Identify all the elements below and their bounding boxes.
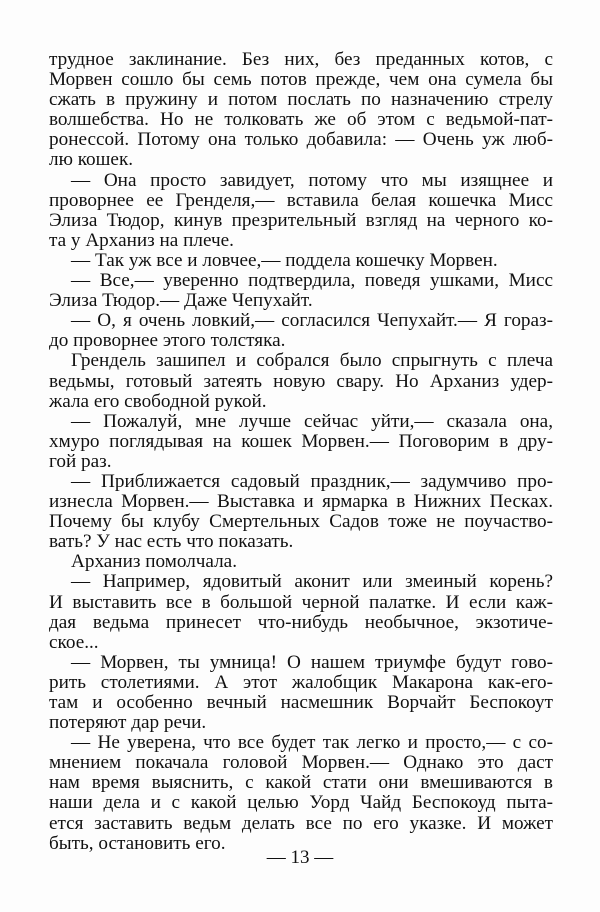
text-line: наши дела и с какой целью Уорд Чайд Беспокоуд пыта- (49, 793, 553, 814)
paragraph (49, 50, 553, 171)
text-line: сжать в пружину и потом послать по назначению стрелу (49, 90, 553, 111)
paragraph (49, 472, 553, 552)
text-line: нам время выяснить, с какой стати они вмешиваются в (49, 773, 553, 794)
text-line: дая ведьма принесет что-нибудь необычное, экзотиче- (49, 612, 553, 633)
text-line: лю кошек. (49, 149, 134, 171)
paragraph (49, 552, 553, 572)
text-line: быть, остановить его. (49, 832, 226, 854)
text-line: Почему бы клубу Смертельных Садов тоже не поучаство- (49, 512, 553, 533)
text-line: ется заставить ведьм делать все по его указке. И может (49, 813, 553, 834)
text-line: проворнее ее Гренделя,— вставила белая кошечка Мисс (49, 190, 553, 211)
body-text (49, 50, 553, 854)
text-line: жала его свободной рукой. (49, 390, 267, 412)
text-line: — Все,— уверенно подтвердила, поведя ушками, Мисс (71, 271, 553, 292)
paragraph (49, 572, 553, 652)
text-line: мнением покачала головой Морвен.— Однако это даст (49, 753, 553, 774)
text-line: та у Арханиз на плече. (49, 229, 234, 251)
paragraph (49, 653, 553, 733)
text-line: — Морвен, ты умница! О нашем триумфе будут гово- (71, 652, 553, 673)
text-line: трудное заклинание. Без них, без преданных котов, с (49, 50, 553, 70)
paragraph (49, 311, 553, 351)
paragraph (49, 171, 553, 251)
text-line: гой раз. (49, 450, 112, 472)
paragraph (49, 271, 553, 311)
text-line: — О, я очень ловкий,— согласился Чепухайт.— Я гораз- (71, 311, 553, 332)
paragraph (49, 351, 553, 411)
text-line: потеряют дар речи. (49, 712, 207, 734)
text-line: И выставить все в большой черной палатке. И если каж- (49, 592, 553, 613)
text-line: — Пожалуй, мне лучше сейчас уйти,— сказала она, (71, 411, 553, 432)
text-line: — Например, ядовитый аконит или змеиный корень? (71, 572, 553, 593)
text-line: рить столетиями. А этот жалобщик Макарона как-его- (49, 672, 553, 693)
text-line: Арханиз помолчала. (71, 551, 237, 573)
text-line: Грендель зашипел и собрался было спрыгнуть с плеча (71, 351, 553, 372)
text-line: до проворнее этого толстяка. (49, 330, 286, 352)
paragraph (49, 733, 553, 854)
text-line: изнесла Морвен.— Выставка и ярмарка в Нижних Песках. (49, 492, 553, 513)
text-line: Элиза Тюдор.— Даже Чепухайт. (49, 290, 313, 312)
text-line: — Приближается садовый праздник,— задумчиво про- (71, 471, 553, 492)
page-number: — 13 — (266, 847, 334, 868)
paragraph (49, 412, 553, 472)
text-line: — Не уверена, что все будет так легко и просто,— с со- (71, 733, 553, 754)
text-line: ронессой. Потому она только добавила: — Очень уж люб- (49, 130, 553, 151)
text-line: волшебства. Но не толковать же об этом с ведьмой-пат- (49, 110, 553, 131)
text-line: — Она просто завидует, потому что мы изящнее и (71, 170, 553, 191)
text-line: Элиза Тюдор, кинув презрительный взгляд на черного ко- (49, 210, 553, 231)
text-line: хмуро поглядывая на кошек Морвен.— Поговорим в дру- (49, 431, 553, 452)
text-line: вать? У нас есть что показать. (49, 531, 294, 553)
text-line: ское... (49, 631, 99, 653)
text-line: там и особенно вечный насмешник Ворчайт Беспокоут (49, 693, 553, 713)
paragraph (49, 251, 553, 271)
text-line: Морвен сошло бы семь потов прежде, чем она сумела бы (49, 70, 553, 91)
text-line: ведьмы, готовый затеять новую свару. Но Арханиз удер- (49, 371, 553, 392)
text-line: — Так уж все и ловчее,— поддела кошечку Морвен. (71, 249, 498, 271)
